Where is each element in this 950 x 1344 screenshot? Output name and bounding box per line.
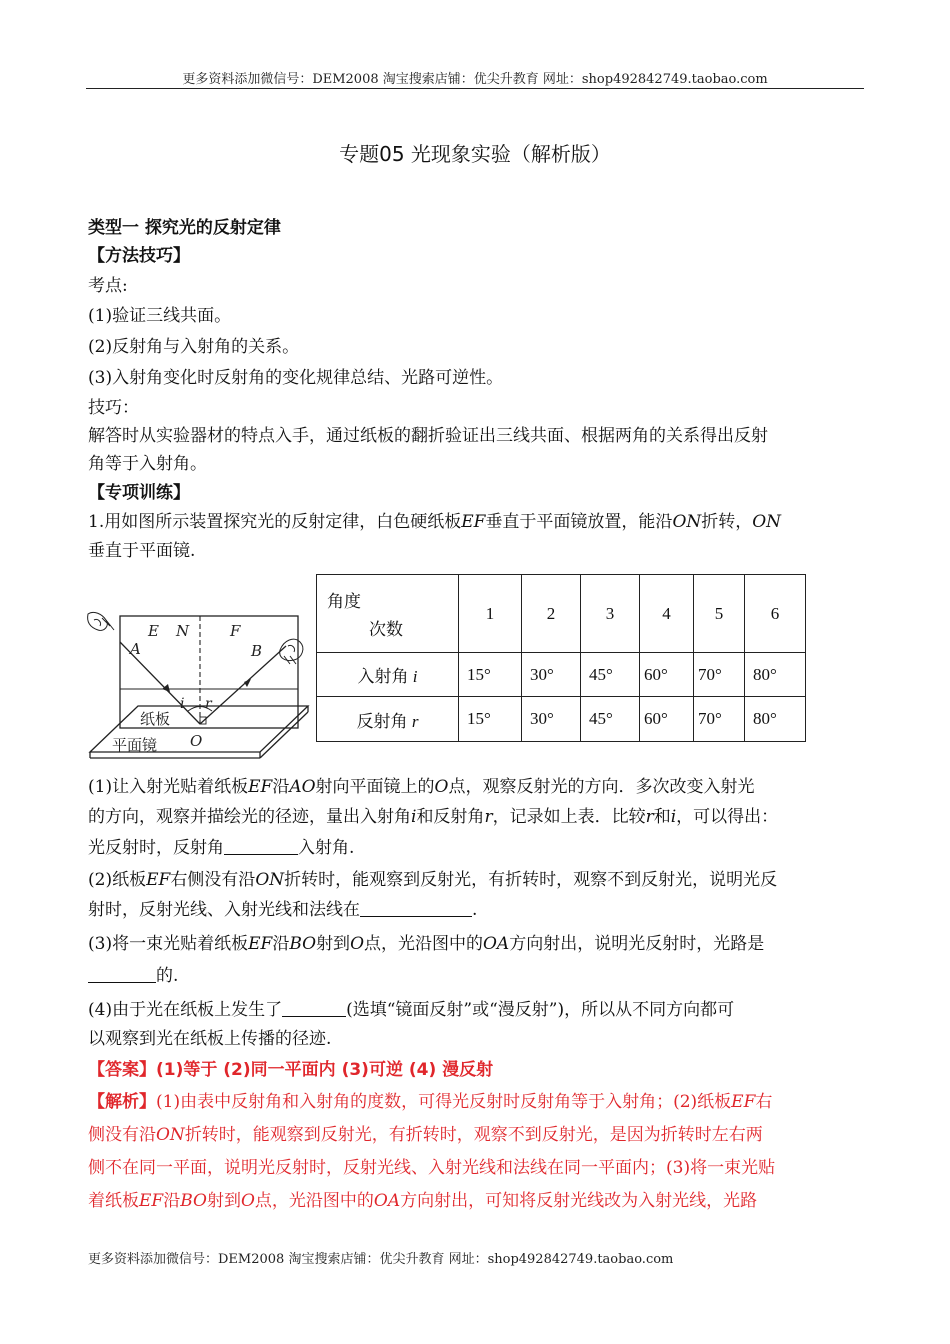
table-cell: 15° <box>459 653 522 697</box>
answer-blank-3[interactable] <box>88 964 156 983</box>
text: 折转时，能观察到反射光，有折转时，观察不到反射光，是因为折转时左右两 <box>184 1125 763 1145</box>
method-heading: 【方法技巧】 <box>88 246 190 266</box>
row-label-incident <box>317 653 459 697</box>
section-heading: 类型一 探究光的反射定律 <box>88 218 281 238</box>
training-heading: 【专项训练】 <box>88 483 190 503</box>
var-EF: EF <box>139 1191 164 1211</box>
text: (1)由表中反射角和入射角的度数，可得光反射时反射角等于入射角；(2)纸板 <box>156 1092 732 1112</box>
var-EF: EF <box>731 1092 756 1112</box>
q1-part3-line-1 <box>88 930 868 958</box>
q1-intro-line-2: 垂直于平面镜. <box>88 541 196 561</box>
label-F: F <box>230 622 241 640</box>
q1-intro-text-b: 垂直于平面镜放置，能沿 <box>485 512 673 532</box>
text: 射到 <box>206 1191 241 1211</box>
var-BO: BO <box>180 1191 207 1211</box>
var-AO: AO <box>289 777 316 797</box>
label-r: r <box>205 696 212 712</box>
reflected-ray <box>200 646 286 724</box>
table-cell: 60° <box>640 697 694 742</box>
table-cell: 15° <box>459 697 522 742</box>
kaodian-item-2: (2)反射角与入射角的关系。 <box>88 337 300 357</box>
kaodian-label: 考点: <box>88 276 128 296</box>
text: (2)纸板 <box>88 870 147 890</box>
var-O: O <box>434 777 449 797</box>
var-i: i <box>411 807 417 827</box>
text: 光反射时，反射角 <box>88 838 224 858</box>
text: 和反射角 <box>416 807 485 827</box>
text: (3)将一束光贴着纸板 <box>88 934 249 954</box>
var-ON: ON <box>156 1125 185 1145</box>
label-mirror: 平面镜 <box>112 736 158 754</box>
kaodian-item-3: (3)入射角变化时反射角的变化规律总结、光路可逆性。 <box>88 368 504 388</box>
var-O: O <box>240 1191 255 1211</box>
q1-intro-line-1 <box>88 508 868 536</box>
text: ，可以得出： <box>676 807 779 827</box>
label-E: E <box>148 622 159 640</box>
analysis-line-2 <box>88 1121 868 1149</box>
analysis-label: 【解析】 <box>88 1092 156 1112</box>
table-col-header: 5 <box>694 575 745 653</box>
corner-count-label: 次数 <box>369 620 403 639</box>
table-col-header: 3 <box>581 575 640 653</box>
text: 折转时，能观察到反射光，有折转时，观察不到反射光，说明光反 <box>284 870 778 890</box>
var-ON: ON <box>672 512 702 532</box>
answer-blank-2[interactable] <box>360 898 472 917</box>
text: 点，光沿图中的 <box>364 934 483 954</box>
experiment-figure <box>84 596 316 760</box>
text: 侧没有沿 <box>88 1125 156 1145</box>
page-title: 专题05 光现象实验（解析版） <box>339 142 611 166</box>
text: 射到 <box>316 934 351 954</box>
incident-arrow <box>162 684 170 692</box>
answer-text: (1)等于 (2)同一平面内 (3)可逆 (4) 漫反射 <box>156 1060 494 1080</box>
text: 的. <box>156 966 179 986</box>
answer-blank-1[interactable] <box>224 836 298 855</box>
var-r: r <box>484 807 493 827</box>
answer-line <box>88 1056 868 1084</box>
table-cell: 30° <box>522 653 581 697</box>
text: 着纸板 <box>88 1191 139 1211</box>
analysis-line-1 <box>88 1088 868 1116</box>
page-footer: 更多资料添加微信号：DEM2008 淘宝搜索店铺：优尖升教育 网址：shop492842749.taobao.com <box>88 1252 674 1267</box>
page-header: 更多资料添加微信号：DEM2008 淘宝搜索店铺：优尖升教育 网址：shop492842749.taobao.com <box>182 72 768 87</box>
var-EF: EF <box>146 870 171 890</box>
q1-part1-line-1 <box>88 773 868 801</box>
q1-intro-text-a: 1.用如图所示装置探究光的反射定律，白色硬纸板 <box>88 512 462 532</box>
row-label-reflected <box>317 697 459 742</box>
analysis-line-3: 侧不在同一平面，说明光反射时，反射光线、入射光线和法线在同一平面内；(3)将一束光贴 <box>88 1158 776 1178</box>
text: 方向射出，可知将反射光线改为入射光线，光路 <box>400 1191 758 1211</box>
var-OA: OA <box>483 934 510 954</box>
header-rule <box>86 88 864 89</box>
text: 沿 <box>163 1191 181 1211</box>
table-cell: 30° <box>522 697 581 742</box>
table-row-reflected <box>317 697 806 742</box>
analysis-line-4 <box>88 1187 868 1215</box>
angle-table <box>316 574 806 742</box>
text: (选填“镜面反射”或“漫反射”)，所以从不同方向都可 <box>346 1000 735 1020</box>
table-cell: 45° <box>581 653 640 697</box>
jiqiao-line-1: 解答时从实验器材的特点入手，通过纸板的翻折验证出三线共面、根据两角的关系得出反射 <box>88 426 768 446</box>
label-B: B <box>251 642 263 660</box>
q1-part1-line-3 <box>88 834 868 862</box>
var-ON: ON <box>255 870 285 890</box>
var-BO: BO <box>289 934 317 954</box>
text: 点，光沿图中的 <box>254 1191 374 1211</box>
table-cell: 80° <box>745 697 806 742</box>
table-corner-cell <box>317 575 459 653</box>
text: ，记录如上表．比较 <box>492 807 646 827</box>
var-OA: OA <box>373 1191 401 1211</box>
table-cell: 70° <box>694 653 745 697</box>
text: . <box>472 900 478 920</box>
answer-blank-4[interactable] <box>282 998 346 1017</box>
text: 的方向，观察并描绘光的径迹，量出入射角 <box>88 807 411 827</box>
corner-angle-label: 角度 <box>327 592 361 611</box>
var-EF: EF <box>248 777 273 797</box>
var-i: i <box>412 667 418 686</box>
right-hand-icon <box>280 639 303 664</box>
q1-intro-text-c: 折转， <box>701 512 753 532</box>
left-hand-icon <box>88 612 114 630</box>
label-board: 纸板 <box>140 710 171 728</box>
text: 沿 <box>272 934 290 954</box>
table-col-header: 4 <box>640 575 694 653</box>
var-r: r <box>645 807 654 827</box>
text: 入射角. <box>298 838 355 858</box>
table-cell: 80° <box>745 653 806 697</box>
var-O: O <box>350 934 364 954</box>
label-A: A <box>130 640 141 658</box>
jiqiao-line-2: 角等于入射角。 <box>88 454 207 474</box>
row-label-text: 入射角 <box>357 667 409 686</box>
table-col-header: 1 <box>459 575 522 653</box>
text: 点，观察反射光的方向．多次改变入射光 <box>448 777 755 797</box>
text: 右侧没有沿 <box>170 870 256 890</box>
var-ON: ON <box>752 512 782 532</box>
text: (1)让入射光贴着纸板 <box>88 777 249 797</box>
jiqiao-label: 技巧： <box>88 398 139 418</box>
text: 右 <box>755 1092 773 1112</box>
text: (4)由于光在纸板上发生了 <box>88 1000 283 1020</box>
q1-part2-line-1 <box>88 866 868 894</box>
q1-part4-line-1 <box>88 996 868 1024</box>
label-N: N <box>176 622 190 640</box>
q1-part3-line-2 <box>88 962 868 990</box>
var-EF: EF <box>461 512 486 532</box>
var-r: r <box>411 711 419 731</box>
label-O: O <box>190 732 203 750</box>
row-label-text: 反射角 <box>356 711 408 731</box>
text: 射时，反射光线、入射光线和法线在 <box>88 900 360 920</box>
label-i: i <box>180 696 185 712</box>
kaodian-item-1: (1)验证三线共面。 <box>88 306 232 326</box>
q1-part2-line-2 <box>88 896 868 924</box>
text: 和 <box>653 807 671 827</box>
var-i: i <box>670 807 677 827</box>
answer-label: 【答案】 <box>88 1060 156 1080</box>
table-cell: 45° <box>581 697 640 742</box>
table-col-header: 6 <box>745 575 806 653</box>
q1-part4-line-2: 以观察到光在纸板上传播的径迹. <box>88 1029 332 1049</box>
table-col-header: 2 <box>522 575 581 653</box>
text: 射向平面镜上的 <box>315 777 435 797</box>
table-cell: 60° <box>640 653 694 697</box>
q1-part1-line-2 <box>88 803 868 831</box>
table-row-incident <box>317 653 806 697</box>
table-cell: 70° <box>694 697 745 742</box>
text: 方向射出，说明光反射时，光路是 <box>509 934 765 954</box>
var-EF: EF <box>248 934 273 954</box>
text: 沿 <box>272 777 290 797</box>
